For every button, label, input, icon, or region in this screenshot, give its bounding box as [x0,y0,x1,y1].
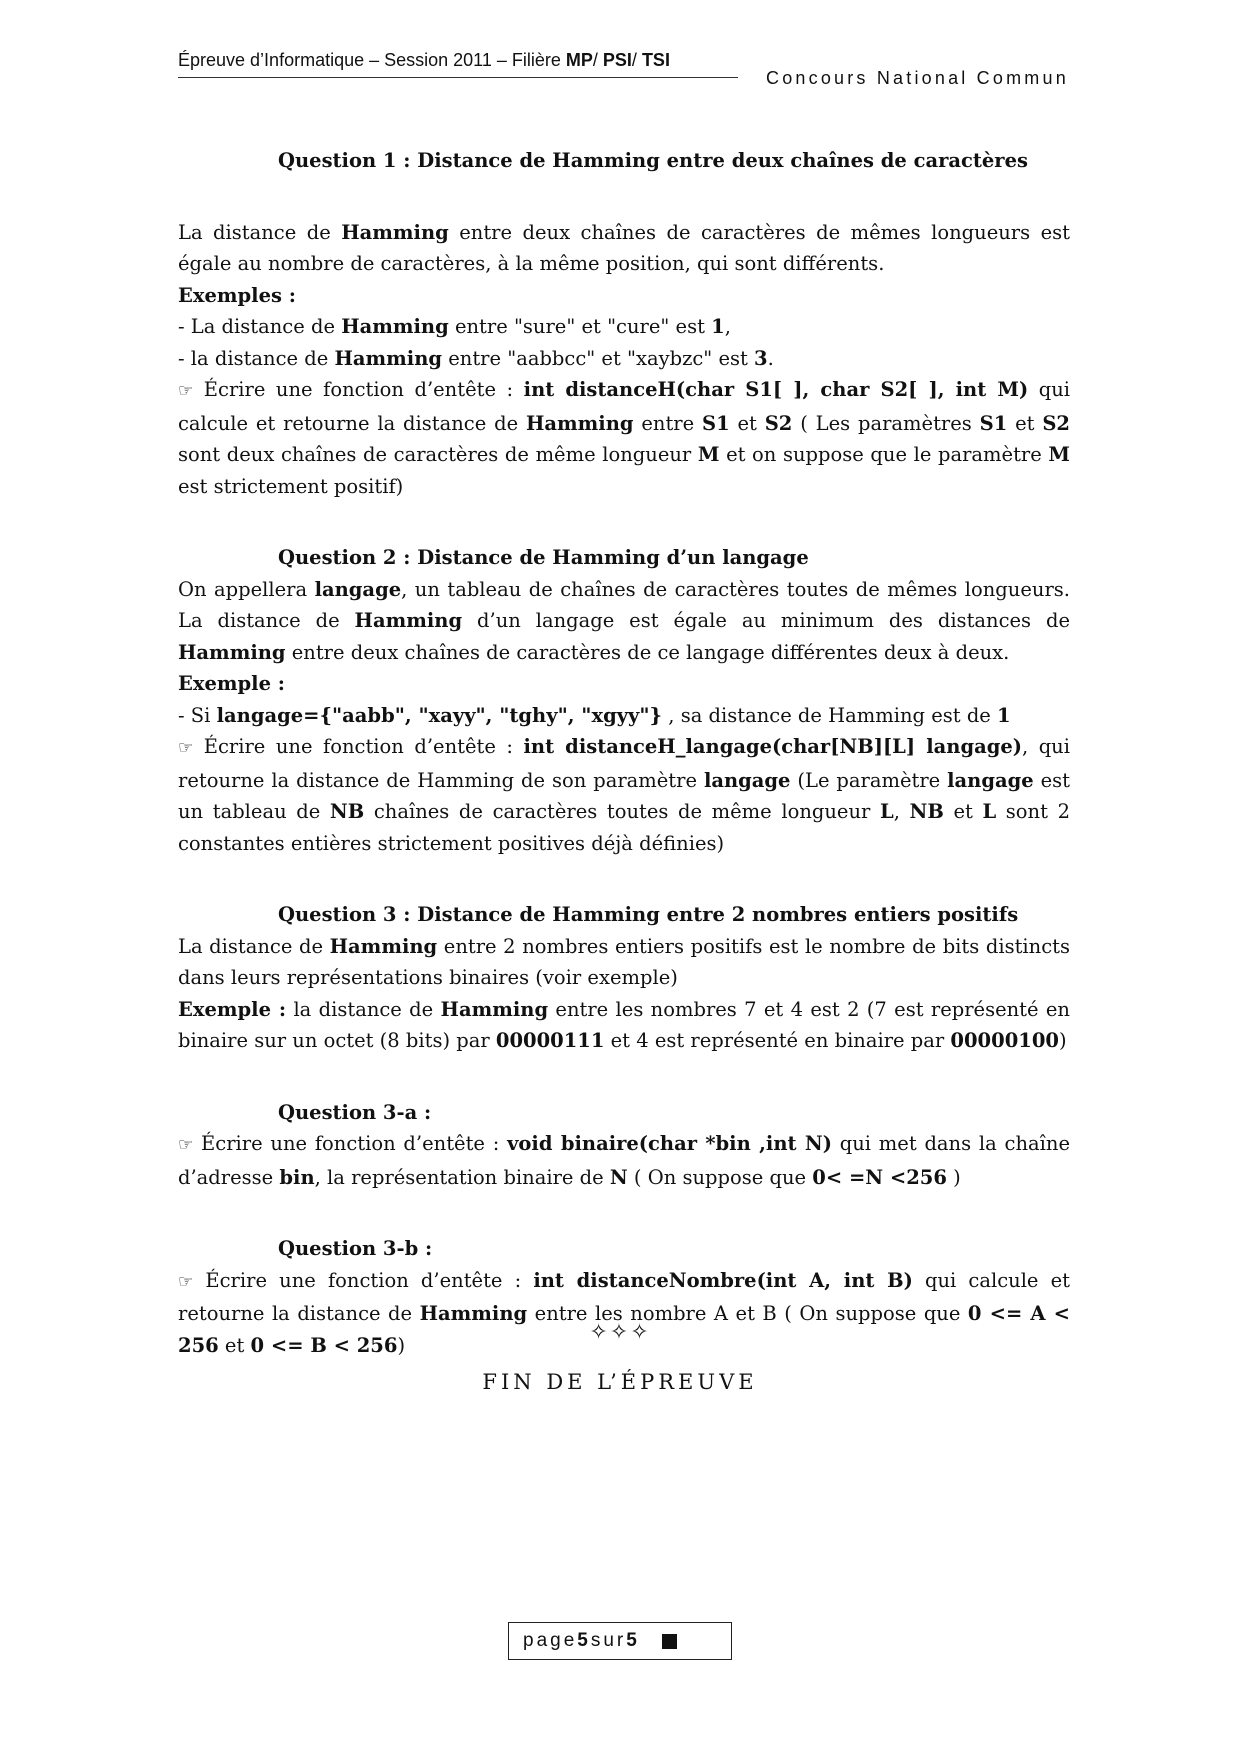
q3a-task: ☞ Écrire une fonction d’entête : void binaire(char *bin ,int N) qui met dans la chaîne d’adresse bin, la représentation binaire de N ( On suppose que 0< =N <256 ) [178,1132,1070,1189]
header-title: Épreuve d’Informatique – Session 2011 – Filière MP/ PSI/ TSI [178,50,738,78]
q1-definition: La distance de Hamming entre deux chaînes de caractères de mêmes longueurs est égale au nombre de caractères, à la même position, qui sont différents. [178,220,1070,275]
q3a-title: Question 3-a : [278,1100,432,1124]
q3b-task: ☞ Écrire une fonction d’entête : int distanceNombre(int A, int B) qui calcule et retourne la distance de Hamming entre les nombre A et B ( On suppose que 0 <= A < 256 et 0 <= B < 256) [178,1268,1071,1357]
header-contest: Concours National Commun [766,68,1069,88]
q2-title: Question 2 : Distance de Hamming d’un langage [278,546,809,569]
pointing-hand-icon: ☞ [178,1271,194,1292]
page-number-box: page 5 sur 5 [508,1622,732,1660]
q2-example: - Si langage={"aabb", "xayy", "tghy", "xgyy"} , sa distance de Hamming est de 1 [178,703,1011,727]
document-body [178,145,1070,1361]
q2-definition: On appellera langage, un tableau de chaînes de caractères toutes de mêmes longueurs. La distance de Hamming d’un langage est égale au minimum des distances de Hamming entre deux chaînes de caractères de ce langage différentes deux à deux. [178,577,1070,664]
pointing-hand-icon: ☞ [178,1135,194,1155]
pointing-hand-icon: ☞ [178,738,194,758]
q3b-title: Question 3-b : [278,1237,433,1260]
q2-task: ☞ Écrire une fonction d’entête : int distanceH_langage(char[NB][L] langage), qui retourne la distance de Hamming de son paramètre langage (Le paramètre langage est un tableau de NB chaînes de caractères toutes de même longueur L, NB et L sont 2 constantes entières strictement positives déjà définies) [178,735,1070,855]
black-square-icon [662,1634,677,1649]
q3-definition: La distance de Hamming entre 2 nombres entiers positifs est le nombre de bits distincts dans leurs représentations binaires (voir exemple) [178,934,1070,989]
end-ornament-icon: ✧✧✧ [589,1320,651,1345]
page-total: 5 [626,1630,640,1651]
header-prefix: Épreuve d’Informatique – Session 2011 – Filière [178,50,566,70]
q1-example-1: - La distance de Hamming entre "sure" et "cure" est 1, [178,315,731,338]
header-psi: PSI [602,50,632,70]
pointing-hand-icon: ☞ [178,381,194,401]
q2-example-label: Exemple : [178,672,285,695]
header-tsi: TSI [641,50,670,70]
q1-task: ☞ Écrire une fonction d’entête : int distanceH(char S1[ ], char S2[ ], int M) qui calcule et retourne la distance de Hamming entre S1 et S2 ( Les paramètres S1 et S2 sont deux chaînes de caractères de même longueur M et on suppose que le paramètre M est strictement positif) [178,378,1071,498]
q3-example: Exemple : la distance de Hamming entre les nombres 7 et 4 est 2 (7 est représenté en binaire sur un octet (8 bits) par 00000111 et 4 est représenté en binaire par 00000100) [178,997,1070,1052]
q1-title: Question 1 : Distance de Hamming entre deux chaînes de caractères [278,149,1028,172]
header-mp: MP [565,50,593,70]
end-of-exam: FIN DE L’ÉPREUVE [482,1370,758,1394]
q1-examples-label: Exemples : [178,283,296,307]
page-number: 5 [577,1630,591,1651]
q1-example-2: - la distance de Hamming entre "aabbcc" et "xaybzc" est 3. [178,346,774,370]
q3-title: Question 3 : Distance de Hamming entre 2 nombres entiers positifs [278,903,1019,926]
